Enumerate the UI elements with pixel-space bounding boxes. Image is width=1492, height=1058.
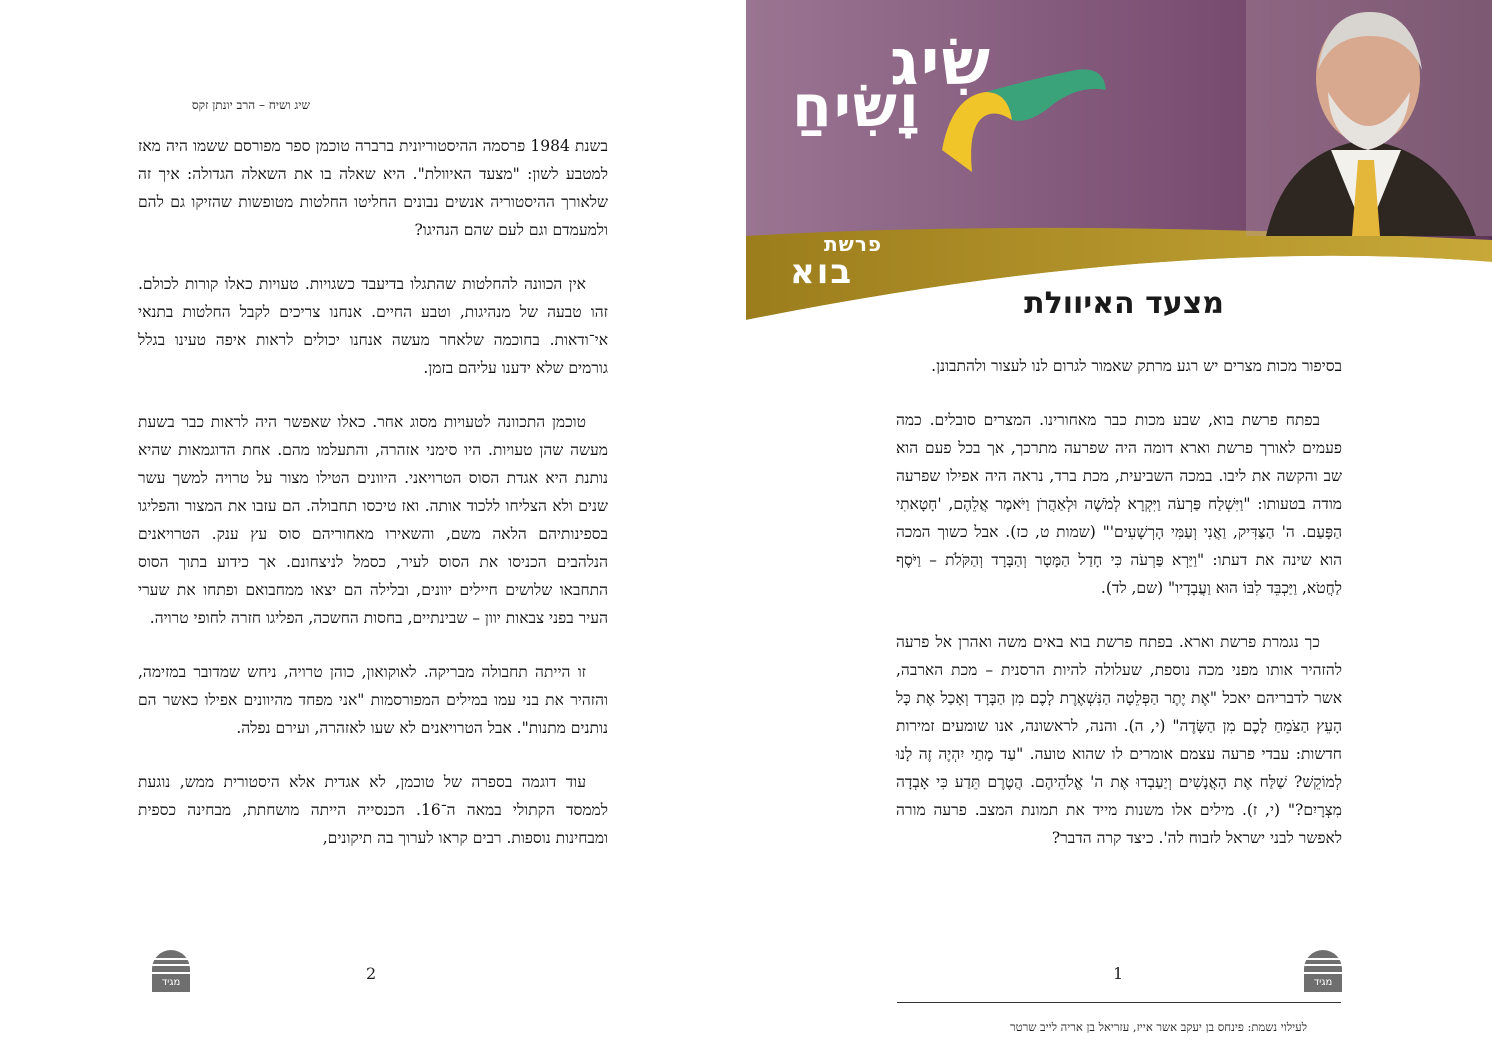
paragraph: טוכמן התכוונה לטעויות מסוג אחר. כאלו שאפשר היה לראות כבר בשעת מעשה שהן טעויות. היו סימני אזהרה, והתעלמו מהם. אחת הדוגמאות שהיא נותנת היא אגדת הסוס הטרויאני. היוונים הטילו מצור על טרויה למשך עשר שנים ולא הצליחו ללכוד אותה. ואז טיכסו תחבולה. הם עזבו את המצור והפליגו בספינותיהם הלאה משם, והשאירו מאחוריהם סוס עץ ענק. הטרויאנים הנלהבים הכניסו את הסוס לעיר, כסמל לניצחונם. אך כידוע בתוך הסוס התחבאו שלושים חיילים יוונים, ובלילה הם יצאו ממחבואם ופתחו את שערי העיר בפני צבאות יוון – שבינתיים, בחסות החשכה, הפליגו חזרה לחופי טרויה. (138, 413, 608, 627)
paragraph: בשנת 1984 פרסמה ההיסטוריונית ברברה טוכמן ספר מפורסם ששמו היה מאז למטבע לשון: "מצעד האיוולת". היא שאלה בו את השאלה הגדולה: איך זה שלאורך ההיסטוריה אנשים נבונים החליטו החלטות מטופשות שהזיקו גם להם ולמעמדם וגם לעם שהם הנהיגו? (138, 137, 608, 239)
paragraph: עוד דוגמה בספרה של טוכמן, לא אגדית אלא היסטורית ממש, נוגעת לממסד הקתולי במאה ה־16. הכנסייה הייתה מושחתת, מבחינה כספית ומבחינות נוספות. רבים קראו לערוך בה תיקונים, (138, 773, 608, 847)
portrait-image (1246, 0, 1492, 236)
series-title-line1: שִׂיג (890, 26, 992, 100)
publisher-logo-icon (1304, 950, 1342, 994)
publisher-logo-icon (152, 950, 190, 994)
running-head: שיג ושיח – הרב יונתן זקס (191, 98, 310, 112)
parasha-label: פרשת (824, 232, 883, 256)
publisher-logo-text: מגיד (1304, 974, 1342, 992)
dedication-text: לעילוי נשמת: פינחס בן יעקב אשר אייז, עזריאל בן אריה לייב שרטר (1010, 1020, 1307, 1034)
paragraph: בפתח פרשת בוא, שבע מכות כבר מאחורינו. המצרים סובלים. כמה פעמים לאורך פרשת וארא דומה היה שפרעה מתרכך, אך בכל פעם הוא שב והקשה את ליבו. במכה השביעית, מכת ברד, נראה היה אפילו שפרעה מודה בטעותו: "וַיִּשְׁלַח פַּרְעֹה וַיִּקְרָא לְמֹשֶׁה וּלְאַהֲרֹן וַיֹּאמֶר אֲלֵהֶם, 'חָטָאתִי הַפָּעַם. ה' הַצַּדִּיק, וַאֲנִי וְעַמִּי הָרְשָׁעִים'" (שמות ט, כז). אבל כשוך המכה הוא שינה את דעתו: "וַיַּרְא פַּרְעֹה כִּי חָדַל הַמָּטָר וְהַבָּרָד וְהַקֹּלֹת – וַיֹּסֶף לַחֲטֹא, וַיַּכְבֵּד לִבּוֹ הוּא וַעֲבָדָיו" (שם, לד). (896, 411, 1342, 597)
left-text-column (138, 132, 608, 878)
article-title: מצעד האיוולת (1024, 286, 1224, 321)
footer-divider (897, 1002, 1341, 1003)
parasha-name: בוא (790, 252, 854, 292)
right-text-column (896, 352, 1342, 878)
paragraph: זו הייתה תחבולה מבריקה. לאוקואון, כוהן טרויה, ניחש שמדובר במזימה, והזהיר את בני עמו במילים המפורסמות "אני מפחד מהיוונים אפילו כאשר הם נותנים מתנות". אבל הטרויאנים לא שעו לאזהרה, ועירם נפלה. (138, 663, 608, 737)
page-number: 2 (366, 964, 377, 983)
page-number: 1 (1113, 964, 1124, 983)
banner-graphic (746, 0, 1492, 330)
paragraph: אין הכוונה להחלטות שהתגלו בדיעבד כשגויות. טעויות כאלו קורות לכולם. זהו טבעה של מנהיגות, וטבע החיים. אנחנו צריכים לקבל החלטות בתנאי אי־ודאות. בחוכמה שלאחר מעשה אנחנו יכולים לראות איפה טעינו בגלל גורמים שלא ידענו עליהם בזמן. (138, 275, 608, 377)
paragraph: כך נגמרת פרשת וארא. בפתח פרשת בוא באים משה ואהרן אל פרעה להזהיר אותו מפני מכה נוספת, שעלולה להיות הרסנית – מכת הארבה, אשר לדבריהם יאכל "אֶת יֶתֶר הַפְּלֵטָה הַנִּשְׁאֶרֶת לָכֶם מִן הַבָּרָד וְאָכַל אֶת כָּל הָעֵץ הַצֹּמֵחַ לָכֶם מִן הַשָּׂדֶה" (י, ה). והנה, לראשונה, אנו שומעים זמירות חדשות: עבדי פרעה עצמם אומרים לו שהוא טועה. "עַד מָתַי יִהְיֶה זֶה לָנוּ לְמוֹקֵשׁ? שַׁלַּח אֶת הָאֲנָשִׁים וְיַעַבְדוּ אֶת ה' אֱלֹהֵיהֶם. הֲטֶרֶם תֵּדַע כִּי אָבְדָה מִצְרָיִם?" (י, ז). מילים אלו משנות מייד את תמונת המצב. פרעה מורה לאפשר לבני ישראל לזבוח לה'. כיצד קרה הדבר? (896, 633, 1342, 847)
series-title-line2: וָשִׂיחַ (792, 72, 921, 140)
publisher-logo-text: מגיד (152, 974, 190, 992)
header-banner (746, 0, 1492, 330)
paragraph: בסיפור מכות מצרים יש רגע מרתק שאמור לגרום לנו לעצור ולהתבונן. (931, 357, 1342, 375)
